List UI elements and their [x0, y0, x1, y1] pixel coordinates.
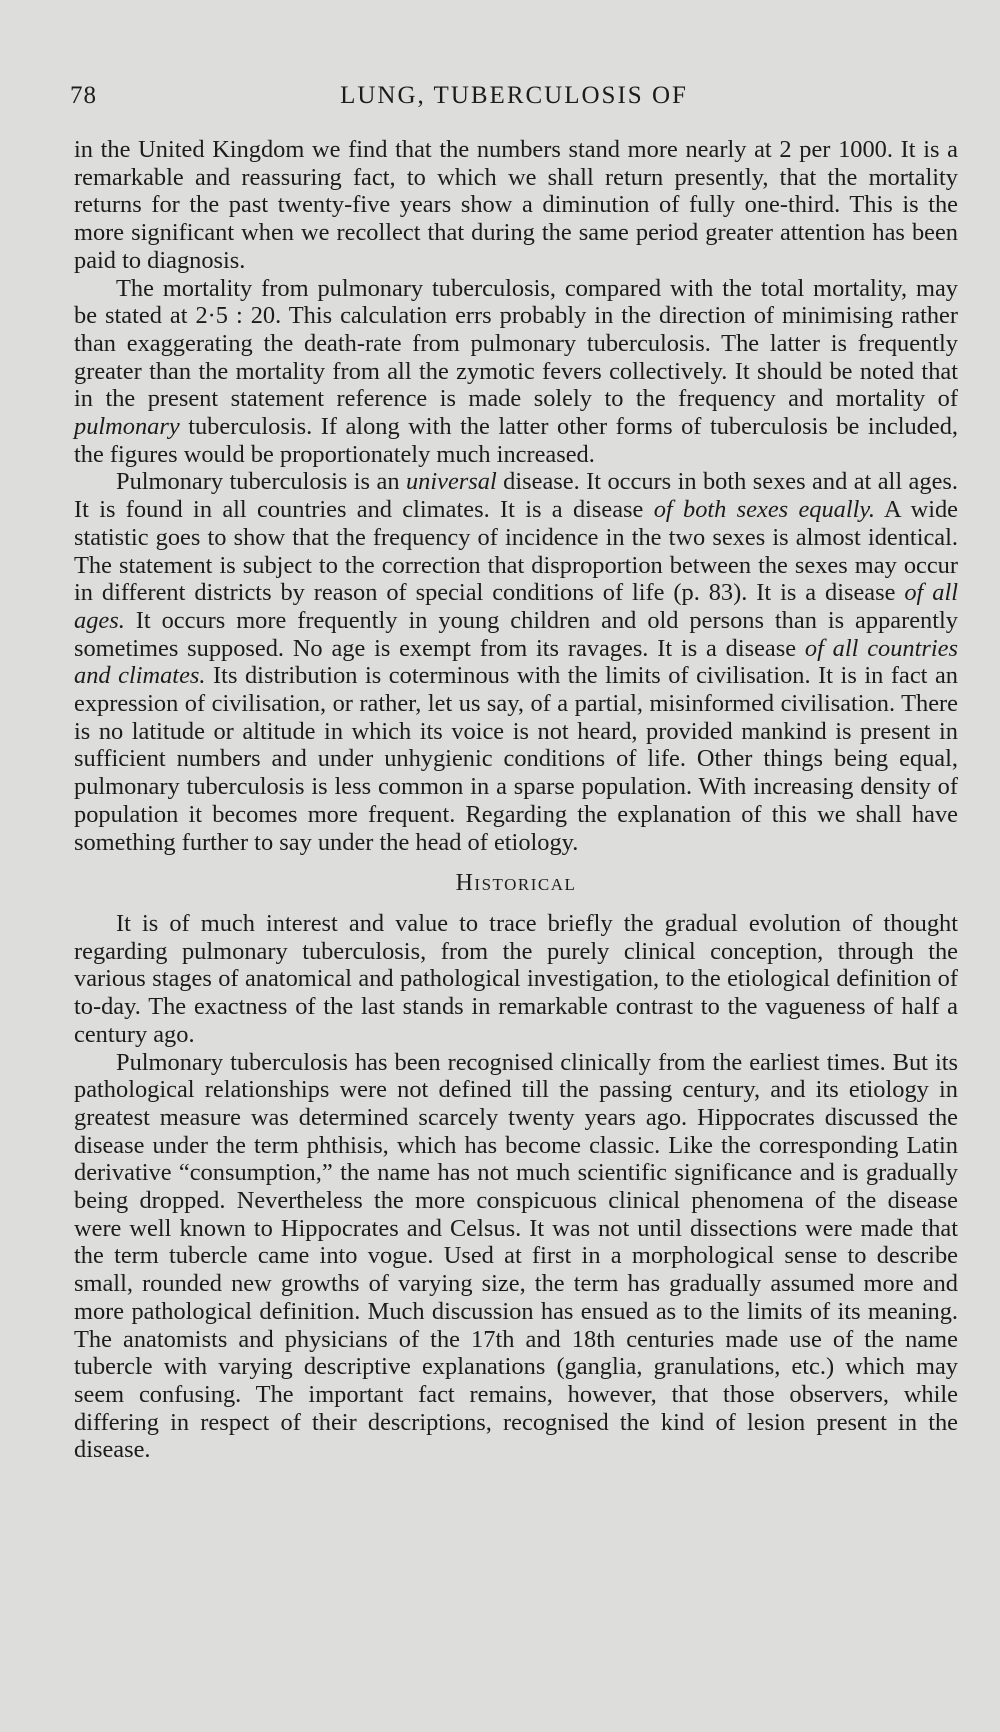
running-title: LUNG, TUBERCULOSIS OF	[340, 82, 688, 109]
paragraph-3-text-i: Its distribution is coterminous with the limits of civilisation. It is in fact an expression of civilisation, or rather, let us say, of a partial, misinformed civilisation. There is no latitude or altitude in which its voice is not heard, provided mankind is present in sufficient numbers and under unhygienic conditions of life. Other things being equal, pulmonary tuberculosis is less common in a sparse population. With increasing density of population it becomes more frequent. Regarding the explanation of this we shall have something further to say under the head of etiology.	[74, 662, 958, 856]
paragraph-3	[74, 468, 958, 856]
page-number: 78	[70, 82, 97, 109]
paragraph-3-text-g: It occurs more frequently in young children and old persons than is apparently sometimes supposed. No age is exempt from its ravages. It is a disease	[74, 606, 958, 662]
paragraph-3-text-c: disease. It occurs in both sexes and at all ages. It is found in all countries and climates. It is a disease	[74, 468, 958, 524]
section-heading-historical: Historical	[455, 870, 577, 897]
paragraph-3-emphasis-countries: of all countries and climates.	[74, 634, 958, 690]
paragraph-3-emphasis-universal: universal	[405, 468, 497, 496]
paragraph-2-text-c: tuberculosis. If along with the latter other forms of tuberculosis be included, the figures would be proportionately much increased.	[74, 413, 958, 468]
body-text	[74, 136, 958, 1464]
paragraph-5: Pulmonary tuberculosis has been recognised clinically from the earliest times. But its pathological relationships were not defined till the passing century, and its etiology in greatest measure was determined scarcely twenty years ago. Hippocrates discussed the disease under the term phthisis, which has become classic. Like the corresponding Latin derivative “consumption,” the name has not much scientific significance and is gradually being dropped. Nevertheless the more conspicuous clinical phenomena of the disease were well known to Hippocrates and Celsus. It was not until dissections were made that the term tubercle came into vogue. Used at first in a morphological sense to describe small, rounded new growths of varying size, the term has gradually assumed more and more pathological definition. Much discussion has ensued as to the limits of its meaning. The anatomists and physicians of the 17th and 18th centuries made use of the name tubercle with varying descriptive explanations (ganglia, granulations, etc.) which may seem confusing. The important fact remains, however, that those observers, while differing in respect of their descriptions, recognised the kind of lesion present in the disease.	[74, 1048, 958, 1464]
paragraph-2	[74, 275, 958, 469]
paragraph-3-text-e: A wide statistic goes to show that the frequency of incidence in the two sexes is almost identical. The statement is subject to the correction that disproportion between the sexes may occur in different districts by reason of special conditions of life (p. 83). It is a disease	[74, 496, 958, 607]
paragraph-1: in the United Kingdom we find that the numbers stand more nearly at 2 per 1000. It is a remarkable and reassuring fact, to which we shall return presently, that the mortality returns for the past twenty-five years show a diminution of fully one-third. This is the more significant when we recollect that during the same period greater attention has been paid to diagnosis.	[74, 136, 958, 274]
paragraph-3-emphasis-both-sexes: of both sexes equally.	[653, 496, 876, 524]
paragraph-3-emphasis-all-ages: of all ages.	[74, 579, 958, 634]
paragraph-3-text-a: Pulmonary tuberculosis is an	[116, 468, 406, 496]
paragraph-2-emphasis-pulmonary: pulmonary	[74, 413, 180, 441]
paragraph-2-text-a: The mortality from pulmonary tuberculosis, compared with the total mortality, may be stated at 2·5 : 20. This calculation errs probably in the direction of minimising rather than exaggerating the death-rate from pulmonary tuberculosis. The latter is frequently greater than the mortality from all the zymotic fevers collectively. It should be noted that in the present statement reference is made solely to the frequency and mortality of	[74, 274, 958, 413]
page-header	[70, 82, 958, 116]
paragraph-4: It is of much interest and value to trace briefly the gradual evolution of thought regarding pulmonary tuberculosis, from the purely clinical conception, through the various stages of anatomical and pathological investigation, to the etiological definition of to-day. The exactness of the last stands in remarkable contrast to the vagueness of half a century ago.	[74, 909, 958, 1048]
